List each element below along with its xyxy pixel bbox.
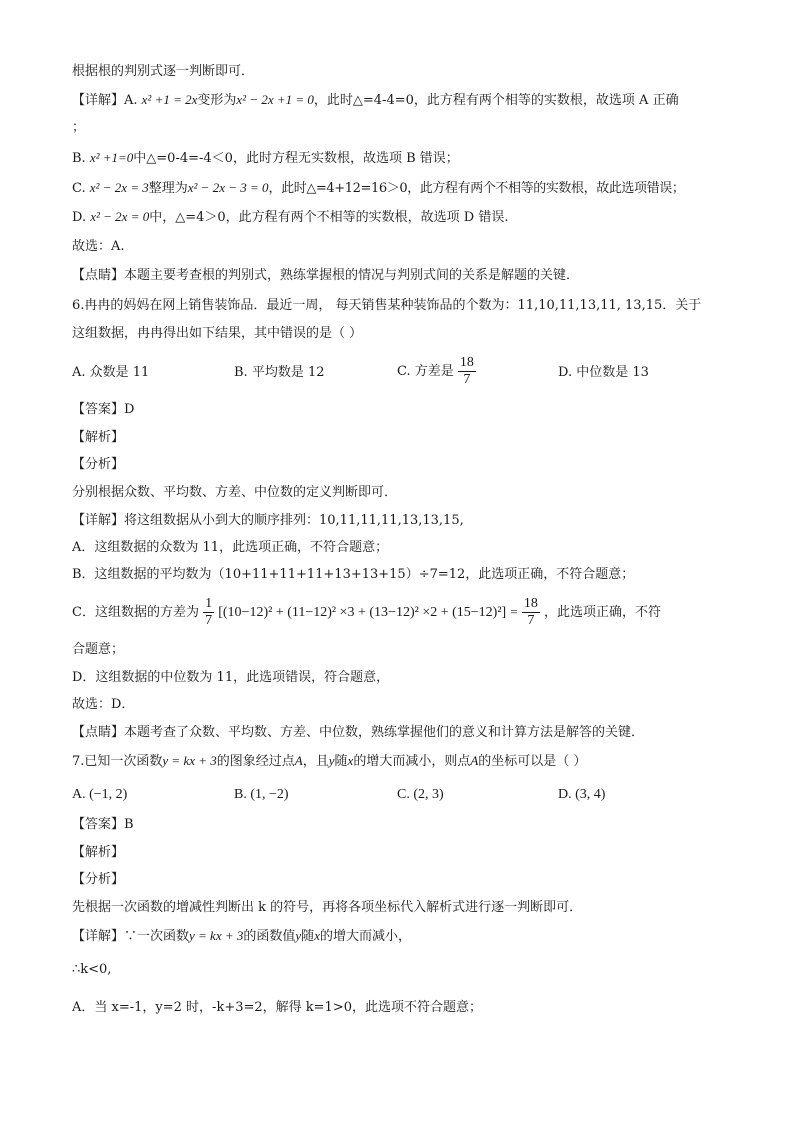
- text: 先根据一次函数的增减性判断出 k 的符号，再将各项坐标代入解析式进行逐一判断即可．: [72, 900, 583, 915]
- text-line: [72, 723, 722, 743]
- text: ，此时△=4-4=0，此方程有两个相等的实数根，故选项 A 正确: [313, 93, 679, 108]
- text: 【分析】: [72, 457, 125, 472]
- text: 的函数值: [243, 929, 296, 944]
- text: ∴k<0,: [72, 962, 112, 977]
- text-line: [72, 640, 722, 660]
- text: D．这组数据的中位数为 11，此选项错误，符合题意，: [72, 670, 390, 685]
- text: 【解析】: [72, 430, 125, 445]
- text: 根据根的判别式逐一判断即可．: [72, 64, 255, 79]
- text: 【点睛】本题主要考查根的判别式，熟练掌握根的情况与判别式间的关系是解题的关键．: [72, 268, 580, 283]
- math-expression: x² − 2x +1 = 0: [236, 92, 314, 107]
- answer-label: [72, 815, 722, 835]
- analysis-label: [72, 843, 722, 863]
- text: 合题意；: [72, 642, 125, 657]
- text: 随: [301, 929, 315, 944]
- text-line: [72, 237, 722, 257]
- question-7-option-d: [558, 785, 605, 805]
- question-6-stem: [72, 296, 722, 316]
- denominator: 7: [205, 613, 213, 628]
- text: ，且: [302, 754, 329, 769]
- text-line: [72, 178, 722, 199]
- math-variable: x: [347, 753, 354, 768]
- fraction: [203, 596, 214, 629]
- text-line: [72, 483, 722, 503]
- math-expression: x² − 2x − 3 = 0: [187, 180, 269, 195]
- text: D. 中位数是 13: [558, 365, 649, 380]
- text: 中△=0-4=-4＜0，此时方程无实数根，故选项 B 错误；: [133, 151, 459, 166]
- text-line: [72, 62, 722, 82]
- math-expression: x² +1=0: [89, 150, 134, 165]
- text: B.: [72, 151, 90, 166]
- text: 故选：A.: [72, 239, 125, 254]
- text: B. (1, −2): [234, 787, 289, 802]
- text: D.: [72, 210, 91, 225]
- text: 变形为: [197, 93, 237, 108]
- text: 的图象经过点: [216, 754, 295, 769]
- question-7-option-c: [397, 785, 444, 805]
- text-line: [72, 266, 722, 286]
- denominator: 7: [527, 613, 535, 628]
- text-line: [72, 148, 722, 169]
- numerator: 1: [205, 596, 213, 611]
- text: C.: [72, 181, 90, 196]
- denominator: 7: [463, 372, 471, 387]
- text: ，此时△=4+12=16＞0，此方程有两个不相等的实数根，故此选项错误；: [268, 181, 685, 196]
- question-6-stem: [72, 324, 722, 344]
- text-line: [72, 668, 722, 688]
- text: 的坐标可以是（ ）: [478, 754, 587, 769]
- question-7-option-a: [72, 785, 127, 805]
- math-variable: x: [314, 928, 320, 943]
- text: 【详解】A.: [72, 93, 142, 108]
- analysis-label: [72, 455, 722, 475]
- text: A．这组数据的众数为 11，此选项正确，不符合题意；: [72, 540, 389, 555]
- text-line: [72, 538, 722, 558]
- text: 【点睛】本题考查了众数、平均数、方差、中位数，熟练掌握他们的意义和计算方法是解答的关键．: [72, 725, 645, 740]
- math-variable: y: [328, 753, 335, 768]
- text: 整理为: [148, 181, 188, 196]
- numerator: 18: [459, 355, 474, 370]
- question-7-option-b: [234, 785, 289, 805]
- text: 分别根据众数、平均数、方差、中位数的定义判断即可．: [72, 485, 398, 500]
- equals-sign: =: [510, 604, 518, 619]
- variance-formula-line: [72, 592, 722, 633]
- math-variable: y: [295, 928, 302, 943]
- text-line: [72, 998, 722, 1018]
- text-line: [72, 90, 722, 111]
- text: 6.冉冉的妈妈在网上销售装饰品．最近一周， 每天销售某种装饰品的个数为：11,10,11,13,11, 13,15．关于: [72, 298, 702, 313]
- text-line: [72, 118, 722, 138]
- text: 【答案】B: [72, 817, 134, 832]
- text: ；: [72, 120, 86, 135]
- text: 【解析】: [72, 845, 125, 860]
- answer-label: [72, 400, 722, 420]
- analysis-label: [72, 428, 722, 448]
- question-6-option-d: [558, 363, 649, 383]
- math-expression: x² − 2x = 3: [89, 180, 149, 195]
- text-line: [72, 565, 722, 585]
- text: B. 平均数是 12: [234, 365, 325, 380]
- math-expression: x² − 2x = 0: [90, 209, 150, 224]
- text-line: [72, 898, 722, 918]
- text: 故选：D．: [72, 697, 135, 712]
- math-variable: A: [294, 753, 303, 768]
- text: 7.已知一次函数: [72, 754, 163, 769]
- question-6-option-b: [234, 363, 325, 383]
- text: 【详解】∵一次函数: [72, 929, 190, 944]
- text: C．这组数据的方差为: [72, 605, 199, 620]
- math-expression: y = kx + 3: [162, 753, 217, 768]
- analysis-label: [72, 870, 722, 890]
- fraction: [458, 355, 476, 388]
- text: 的增大而减小，: [319, 929, 411, 944]
- text: C. 方差是: [397, 364, 454, 379]
- math-expression: y = kx + 3: [189, 928, 244, 943]
- text-line: [72, 695, 722, 715]
- text: A. 众数是 11: [72, 365, 150, 380]
- text: C. (2, 3): [397, 787, 444, 802]
- text: B．这组数据的平均数为（10+11+11+11+13+13+15）÷7=12，此选项正确，不符合题意；: [72, 567, 635, 582]
- question-6-option-a: [72, 363, 149, 383]
- text-line: [72, 511, 722, 531]
- text: 【详解】将这组数据从小到大的顺序排列：10,11,11,11,13,13,15,: [72, 513, 464, 528]
- text: 随: [334, 754, 348, 769]
- text: 【分析】: [72, 872, 125, 887]
- numerator: 18: [523, 596, 538, 611]
- math-variable: A: [470, 753, 479, 768]
- question-6-option-c: [397, 352, 476, 392]
- text: 的增大而减小，则点: [353, 754, 471, 769]
- text: ，此选项正确，不符: [543, 605, 661, 620]
- question-7-stem: [72, 751, 722, 772]
- text: A. (−1, 2): [72, 787, 128, 802]
- text: 这组数据，冉冉得出如下结果，其中错误的是（ ）: [72, 326, 363, 341]
- text: D. (3, 4): [558, 787, 606, 802]
- text-line: [72, 207, 722, 228]
- text: 中，△=4＞0，此方程有两个不相等的实数根，故选项 D 错误.: [149, 210, 509, 225]
- text-line: [72, 926, 722, 947]
- math-expression: x² +1 = 2x: [141, 92, 198, 107]
- text: A．当 x=-1，y=2 时，-k+3=2，解得 k=1>0，此选项不符合题意；: [72, 1000, 482, 1015]
- text-line: [72, 960, 722, 980]
- text: 【答案】D: [72, 402, 135, 417]
- math-expression: [(10−12)² + (11−12)² ×3 + (13−12)² ×2 + (15−12)²]: [218, 605, 507, 620]
- fraction: [522, 596, 540, 629]
